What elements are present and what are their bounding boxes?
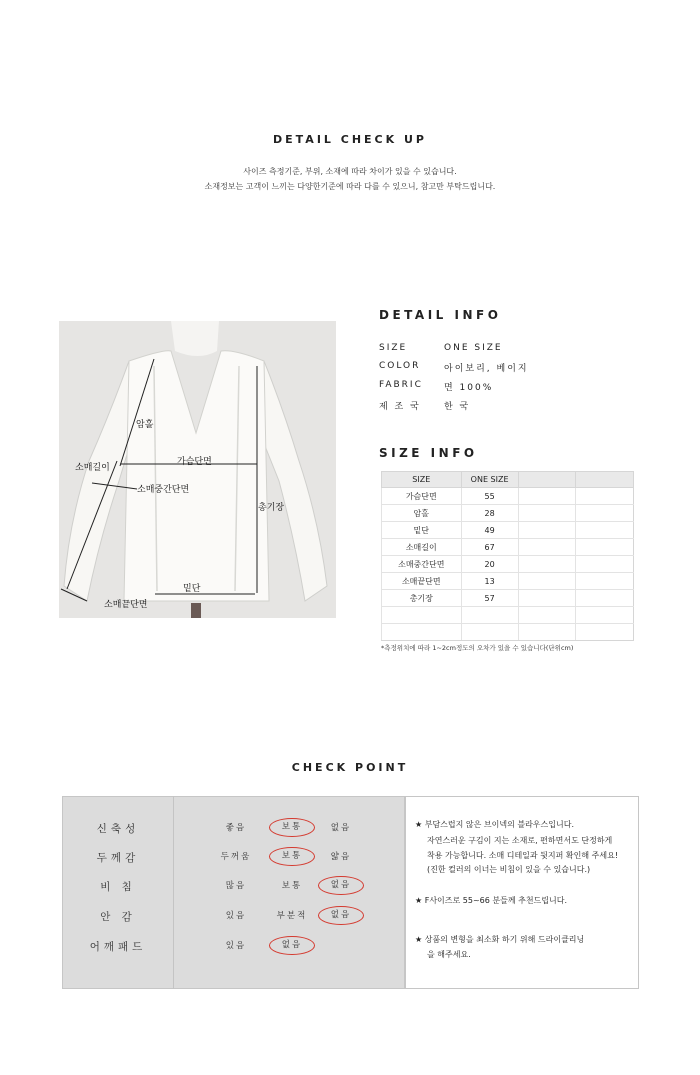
size-table-row: [382, 539, 634, 556]
size-table-cell: [518, 522, 576, 539]
detail-info-value: 한 국: [444, 402, 471, 412]
detail-info-label: 제 조 국: [379, 402, 421, 412]
size-table: [381, 471, 634, 641]
size-table-header-cell: [518, 472, 576, 488]
check-point-option: 좋음: [225, 823, 247, 833]
check-point-option-selected: 없음: [318, 906, 364, 925]
check-point-notes: [405, 796, 639, 989]
size-table-cell: [576, 624, 634, 641]
annotation-hem: 밑단: [183, 584, 201, 594]
check-point-label: 두께감: [96, 852, 140, 864]
detail-info-title: DETAIL INFO: [379, 308, 502, 322]
detail-info-label: FABRIC: [379, 380, 423, 390]
check-point-option: 있음: [225, 911, 247, 921]
check-point-label: 안 감: [100, 911, 136, 923]
size-table-cell: 총기장: [382, 590, 462, 607]
size-table-row: [382, 488, 634, 505]
annotation-sleeve-end: 소매끝단면: [104, 600, 148, 610]
size-table-cell: [576, 488, 634, 505]
detail-info-value: 아이보리, 베이지: [444, 364, 529, 374]
size-table-cell: 소매길이: [382, 539, 462, 556]
size-table-row: [382, 505, 634, 522]
annotation-chest: 가슴단면: [177, 457, 212, 467]
size-table-cell: 가슴단면: [382, 488, 462, 505]
check-point-option: 있음: [225, 941, 247, 951]
size-table-cell: 밑단: [382, 522, 462, 539]
size-table-cell: [382, 624, 462, 641]
size-table-cell: 20: [461, 556, 518, 573]
size-table-cell: [461, 607, 518, 624]
check-point-option-selected: 보통: [269, 847, 315, 866]
size-table-cell: 소매끝단면: [382, 573, 462, 590]
size-table-cell: [576, 522, 634, 539]
size-table-header-cell: [576, 472, 634, 488]
size-table-row: [382, 607, 634, 624]
detail-info-value: 면 100%: [444, 383, 494, 393]
check-point-note-line: ★ 상품의 변형을 최소화 하기 위해 드라이클리닝: [415, 935, 585, 944]
size-table-row: [382, 590, 634, 607]
check-point-title: CHECK POINT: [291, 761, 409, 774]
size-table-row: [382, 522, 634, 539]
size-info-title: SIZE INFO: [379, 446, 478, 460]
size-table-header-cell: ONE SIZE: [461, 472, 518, 488]
check-point-divider: [173, 796, 174, 989]
check-point-note-line: 자연스러운 구김이 지는 소재로, 편하면서도 단정하게: [427, 836, 613, 845]
size-table-cell: 소매중간단면: [382, 556, 462, 573]
annotation-sleeve-mid: 소매중간단면: [137, 485, 190, 495]
size-table-cell: [518, 573, 576, 590]
check-point-option-selected: 없음: [318, 876, 364, 895]
size-table-cell: [518, 590, 576, 607]
product-photo: [59, 321, 336, 618]
size-table-cell: [576, 539, 634, 556]
size-table-cell: [576, 607, 634, 624]
check-point-note-line: 을 해주세요.: [427, 950, 471, 959]
check-point-note-line: ★ F사이즈로 55~66 분들께 추천드립니다.: [415, 896, 568, 905]
annotation-armhole: 암홀: [136, 420, 154, 430]
size-table-cell: [518, 624, 576, 641]
size-table-cell: 57: [461, 590, 518, 607]
size-table-cell: [518, 556, 576, 573]
size-table-cell: [518, 505, 576, 522]
detail-info-label: COLOR: [379, 361, 421, 371]
annotation-total-length: 총기장: [258, 503, 285, 513]
size-table-cell: [576, 556, 634, 573]
size-table-header: [382, 472, 634, 488]
size-table-cell: [518, 539, 576, 556]
check-point-label: 어깨패드: [89, 941, 147, 953]
size-table-cell: [461, 624, 518, 641]
size-table-cell: 13: [461, 573, 518, 590]
check-point-label: 비 침: [100, 881, 136, 893]
size-table-cell: [576, 590, 634, 607]
size-table-cell: 49: [461, 522, 518, 539]
size-table-header-cell: SIZE: [382, 472, 462, 488]
check-point-note-line: (진한 컬러의 이너는 비침이 있을 수 있습니다.): [427, 865, 591, 874]
size-table-cell: [576, 505, 634, 522]
check-point-note-line: ★ 부담스럽지 않은 브이넥의 블라우스입니다.: [415, 820, 574, 829]
size-table-cell: [576, 573, 634, 590]
check-point-option: 얇음: [330, 852, 352, 862]
size-table-cell: [382, 607, 462, 624]
check-point-option: 없음: [330, 823, 352, 833]
size-table-row: [382, 624, 634, 641]
check-point-option: 부분적: [276, 911, 308, 921]
size-table-cell: 암홀: [382, 505, 462, 522]
detail-info-value: ONE SIZE: [444, 343, 503, 353]
annotation-sleeve-length: 소매길이: [75, 463, 110, 473]
check-point-option-selected: 보통: [269, 818, 315, 837]
check-point-note-line: 착용 가능합니다. 소매 디테일과 뒷지퍼 확인해 주세요!: [427, 851, 619, 860]
check-point-label: 신축성: [96, 823, 140, 835]
size-table-cell: 28: [461, 505, 518, 522]
header-note-line-1: 사이즈 측정기준, 부위, 소재에 따라 차이가 있을 수 있습니다.: [243, 167, 457, 176]
check-point-option: 보통: [281, 881, 303, 891]
check-point-option: 많음: [225, 881, 247, 891]
detail-check-up-title: DETAIL CHECK UP: [273, 133, 427, 146]
size-table-row: [382, 573, 634, 590]
size-table-cell: [518, 488, 576, 505]
size-table-cell: 55: [461, 488, 518, 505]
size-table-row: [382, 556, 634, 573]
check-point-option: 두꺼움: [220, 852, 252, 862]
header-note-line-2: 소재정보는 고객이 느끼는 다양한기준에 따라 다를 수 있으니, 참고만 부탁드립니다.: [204, 182, 496, 191]
size-table-cell: [518, 607, 576, 624]
detail-info-label: SIZE: [379, 343, 408, 353]
size-table-cell: 67: [461, 539, 518, 556]
check-point-option-selected: 없음: [269, 936, 315, 955]
size-note: *측정위치에 따라 1~2cm정도의 오차가 있을 수 있습니다(단위cm): [381, 644, 574, 652]
